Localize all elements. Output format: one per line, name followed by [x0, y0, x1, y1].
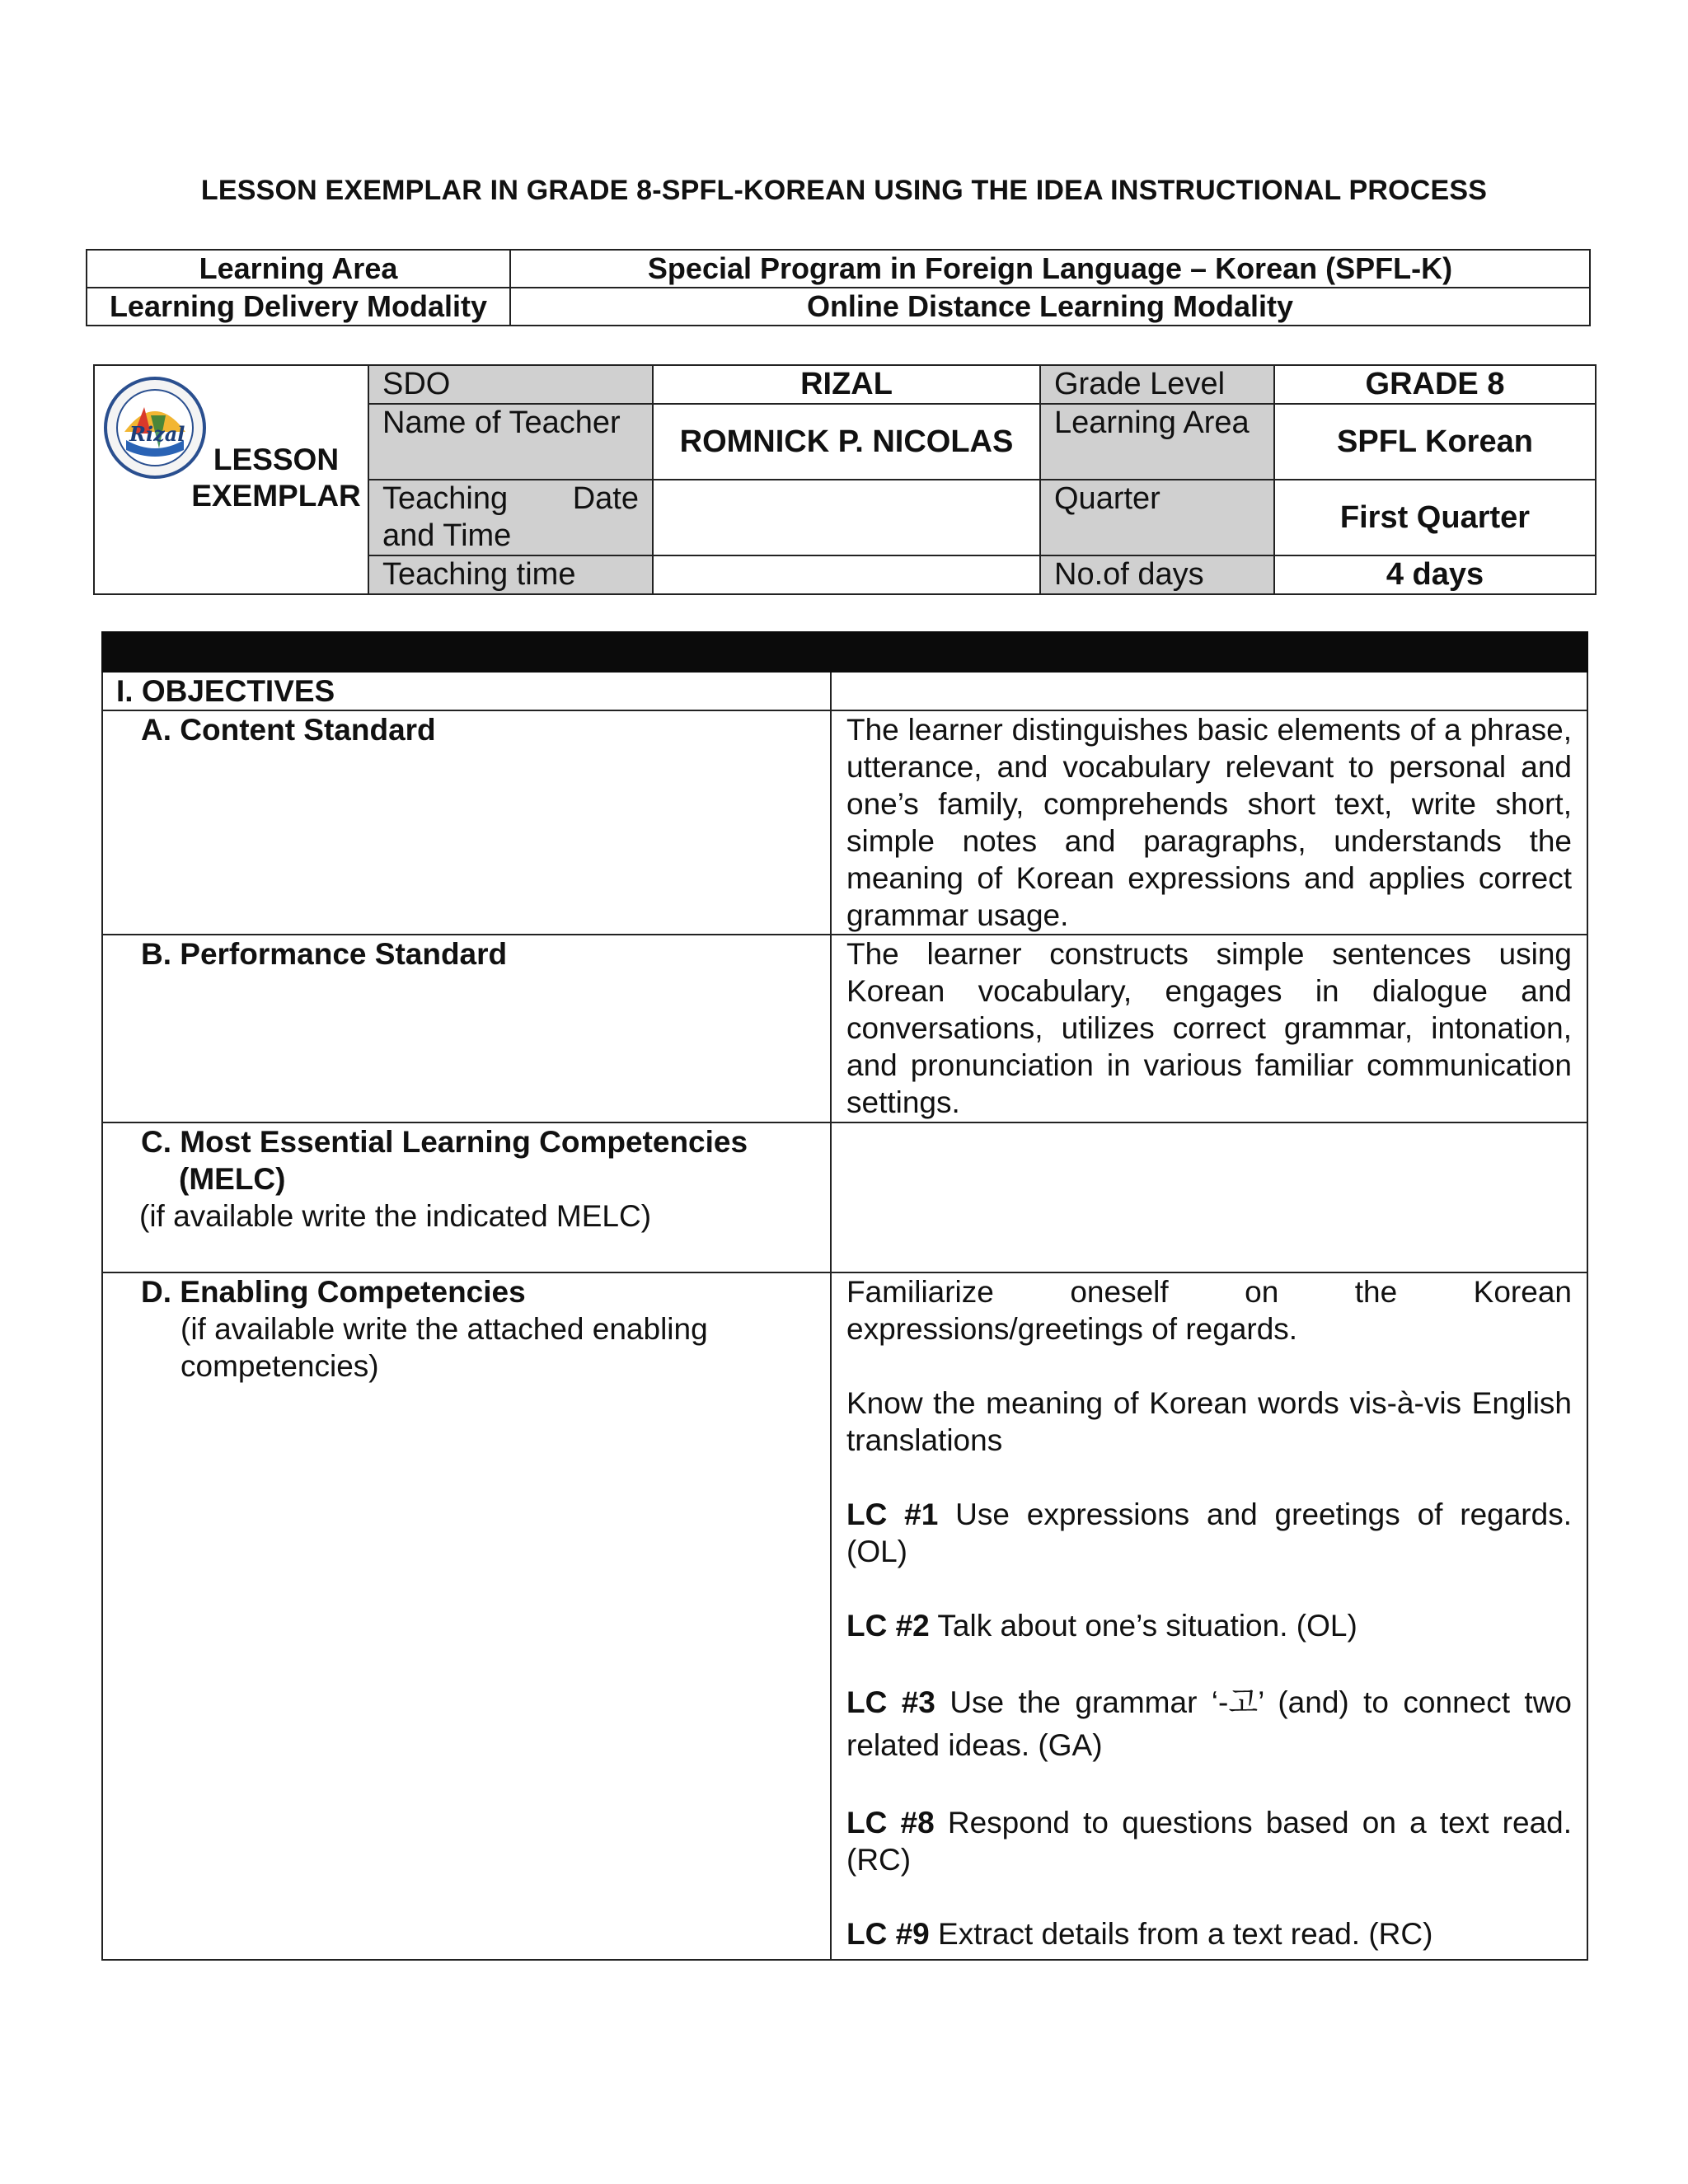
lc-code: LC #2 — [846, 1609, 930, 1643]
melc-note: (if available write the indicated MELC) — [139, 1199, 652, 1233]
learning-area-label-2: Learning Area — [1040, 404, 1274, 480]
content-standard-text: The learner distinguishes basic elements of a phrase, utterance, and vocabulary relevant to personal and one’s family, comprehends short text, write short, simple notes and paragraphs, understands the meaning of Korean expressions and applies correct grammar usage. — [831, 710, 1587, 935]
quarter-value: First Quarter — [1274, 480, 1596, 555]
teaching-date-label — [368, 480, 653, 555]
info-table — [86, 249, 1591, 326]
lc-item-1 — [846, 1496, 1572, 1570]
objectives-table — [101, 631, 1588, 1961]
lc-item-8 — [846, 1804, 1572, 1878]
lc-text: Talk about one’s situation. (OL) — [937, 1609, 1357, 1643]
teacher-value: ROMNICK P. NICOLAS — [653, 404, 1040, 480]
lc-text: Use the grammar ‘-고’ (and) to connect two related ideas. (GA) — [846, 1685, 1572, 1762]
enabling-label: D. Enabling Competencies — [141, 1275, 526, 1309]
lc-item-3 — [846, 1681, 1572, 1767]
enabling-list — [831, 1272, 1587, 1960]
teaching-date-value — [653, 480, 1040, 555]
lesson-exemplar-cell — [94, 365, 368, 594]
learning-area-row — [87, 250, 1590, 288]
objectives-heading: I. OBJECTIVES — [102, 672, 831, 710]
content-standard-label: A. Content Standard — [102, 710, 831, 935]
teaching-date-label-text: Teaching Date and Time — [382, 481, 639, 553]
lc-text: Use expressions and greetings of regards. (OL) — [846, 1497, 1572, 1568]
grade-level-value: GRADE 8 — [1274, 365, 1596, 404]
enabling-note: (if available write the attached enabling competencies) — [181, 1312, 708, 1383]
lc-code: LC #3 — [846, 1685, 935, 1719]
enabling-item: Know the meaning of Korean words vis-à-vis English translations — [846, 1386, 1572, 1457]
days-label: No.of days — [1040, 555, 1274, 594]
black-header-row — [102, 632, 1587, 672]
teaching-time-label: Teaching time — [368, 555, 653, 594]
rizal-logo-text: Rizal — [129, 422, 185, 446]
teacher-label: Name of Teacher — [368, 404, 653, 480]
lesson-exemplar-label: LESSON EXEMPLAR — [191, 443, 361, 513]
lc-code: LC #8 — [846, 1806, 935, 1840]
lc-text: Extract details from a text read. (RC) — [938, 1917, 1433, 1951]
lc-item-9 — [846, 1915, 1572, 1952]
performance-standard-label: B. Performance Standard — [102, 935, 831, 1122]
teaching-time-value — [653, 555, 1040, 594]
melc-value — [831, 1122, 1587, 1272]
performance-standard-row — [102, 935, 1587, 1122]
modality-row — [87, 288, 1590, 326]
grade-level-label: Grade Level — [1040, 365, 1274, 404]
enabling-cell — [102, 1272, 831, 1960]
days-value: 4 days — [1274, 555, 1596, 594]
lc-code: LC #9 — [846, 1917, 930, 1951]
lc-item-2 — [846, 1607, 1572, 1644]
modality-value: Online Distance Learning Modality — [510, 288, 1590, 326]
modality-label: Learning Delivery Modality — [87, 288, 510, 326]
melc-cell — [102, 1122, 831, 1272]
quarter-label: Quarter — [1040, 480, 1274, 555]
lc-code: LC #1 — [846, 1497, 939, 1531]
melc-row — [102, 1122, 1587, 1272]
learning-area-value-2: SPFL Korean — [1274, 404, 1596, 480]
sdo-value: RIZAL — [653, 365, 1040, 404]
performance-standard-text: The learner constructs simple sentences using Korean vocabulary, engages in dialogue and conversations, utilizes correct grammar, intonation, and pronunciation in various familiar communication settings. — [831, 935, 1587, 1122]
document-title: LESSON EXEMPLAR IN GRADE 8-SPFL-KOREAN USING THE IDEA INSTRUCTIONAL PROCESS — [200, 175, 1488, 206]
melc-label-line2: (MELC) — [179, 1162, 286, 1196]
enabling-row — [102, 1272, 1587, 1960]
lc-text: Respond to questions based on a text read. (RC) — [846, 1806, 1573, 1877]
learning-area-value: Special Program in Foreign Language – Korean (SPFL-K) — [510, 250, 1590, 288]
content-standard-row — [102, 710, 1587, 935]
enabling-item: Familiarize oneself on the Korean expressions/greetings of regards. — [846, 1275, 1572, 1346]
objectives-heading-row — [102, 672, 1587, 710]
melc-label-line1: C. Most Essential Learning Competencies — [141, 1125, 748, 1159]
lesson-header-table — [93, 364, 1597, 595]
learning-area-label: Learning Area — [87, 250, 510, 288]
sdo-label: SDO — [368, 365, 653, 404]
